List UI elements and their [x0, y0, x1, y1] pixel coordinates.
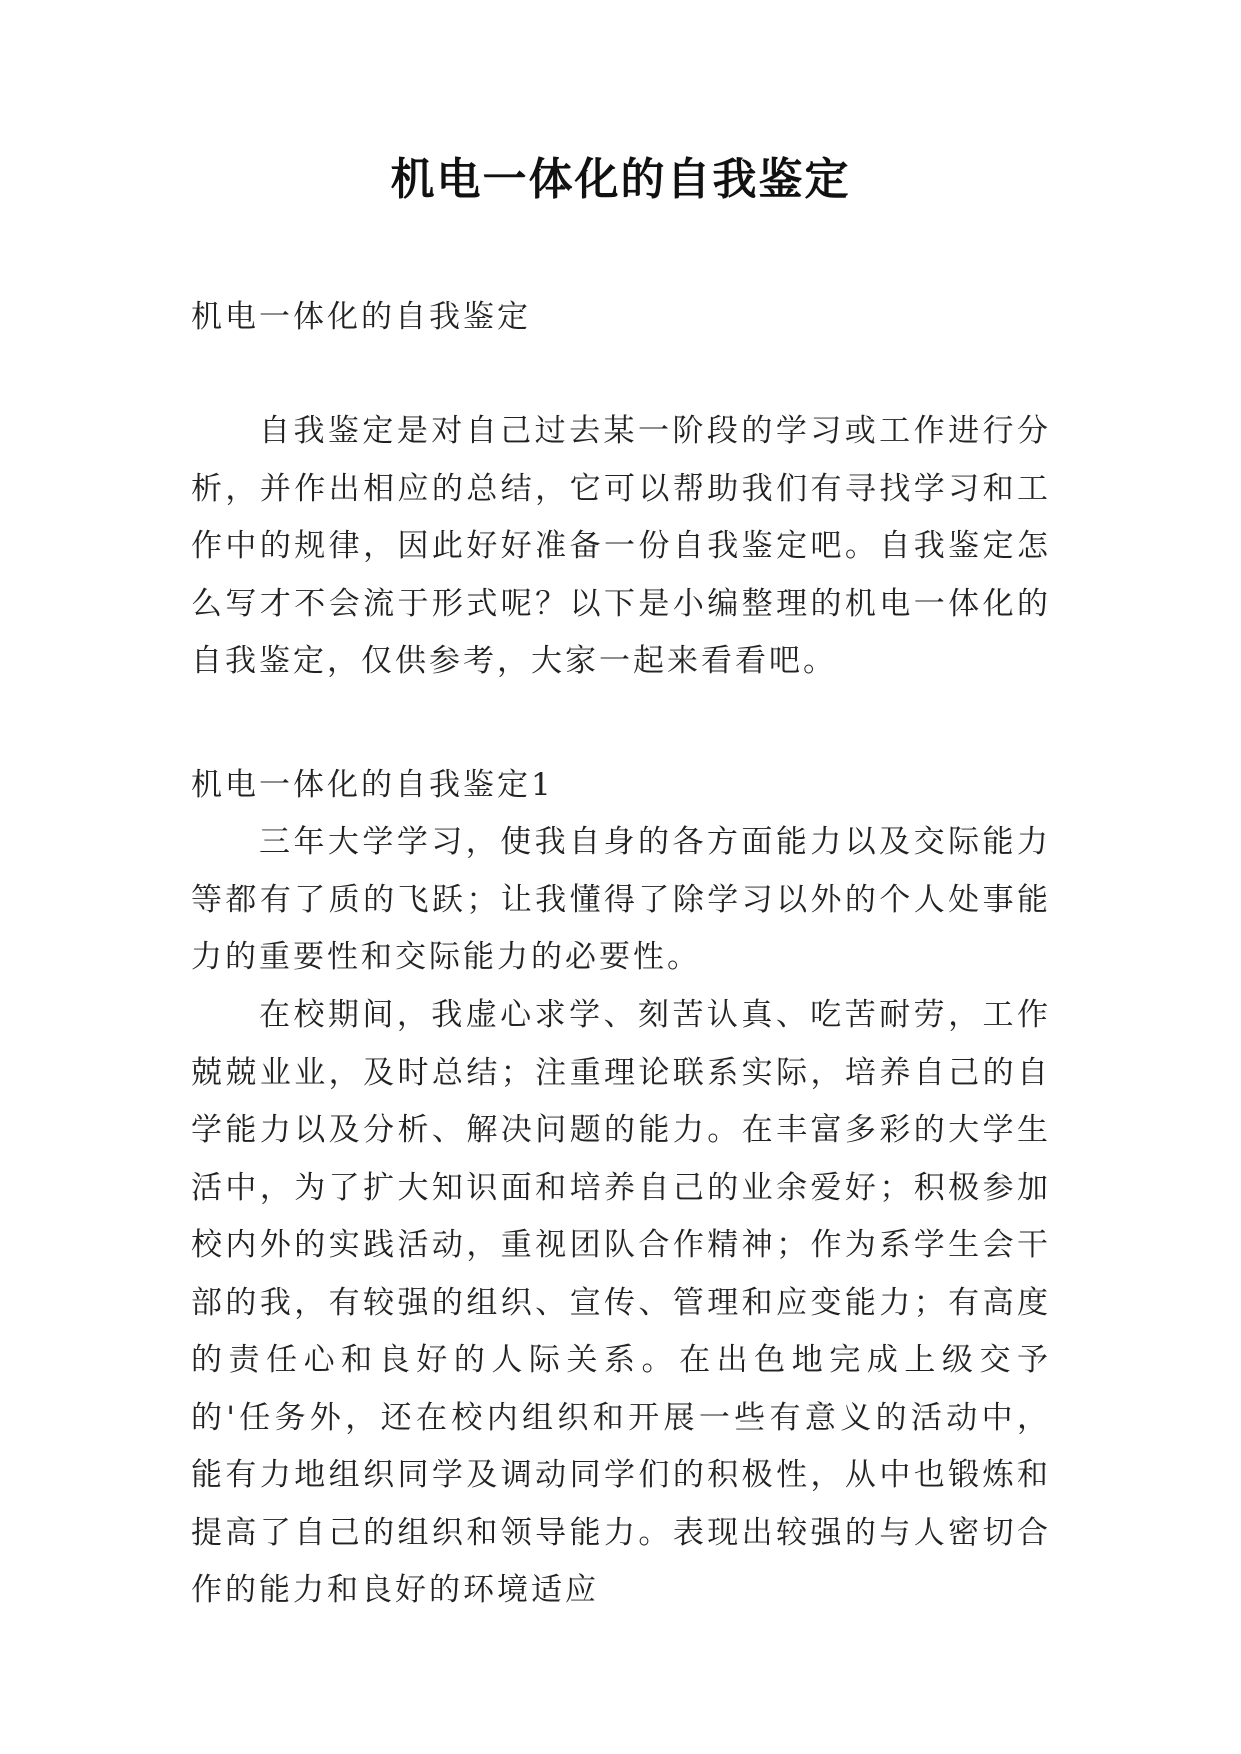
body-paragraph-1: 三年大学学习，使我自身的各方面能力以及交际能力等都有了质的飞跃；让我懂得了除学习以外的个人处事能力的重要性和交际能力的必要性。 [191, 824, 1051, 975]
intro-paragraph: 自我鉴定是对自己过去某一阶段的学习或工作进行分析，并作出相应的总结，它可以帮助我们有寻找学习和工作中的规律，因此好好准备一份自我鉴定吧。自我鉴定怎么写才不会流于形式呢？以下是小编整理的机电一体化的自我鉴定，仅供参考，大家一起来看看吧。 [191, 413, 1051, 679]
document-title: 机电一体化的自我鉴定 [390, 154, 851, 205]
body-paragraph-2: 在校期间，我虚心求学、刻苦认真、吃苦耐劳，工作兢兢业业，及时总结；注重理论联系实际，培养自己的自学能力以及分析、解决问题的能力。在丰富多彩的大学生活中，为了扩大知识面和培养自己的业余爱好；积极参加校内外的实践活动，重视团队合作精神；作为系学生会干部的我，有较强的组织、宣传、管理和应变能力；有高度的责任心和良好的人际关系。在出色地完成上级交予的'任务外，还在校内组织和开展一些有意义的活动中，能有力地组织同学及调动同学们的积极性，从中也锻炼和提高了自己的组织和领导能力。表现出较强的与人密切合作的能力和良好的环境适应 [191, 997, 1051, 1608]
document-subtitle: 机电一体化的自我鉴定 [191, 299, 531, 335]
section-heading: 机电一体化的自我鉴定1 [191, 767, 554, 803]
